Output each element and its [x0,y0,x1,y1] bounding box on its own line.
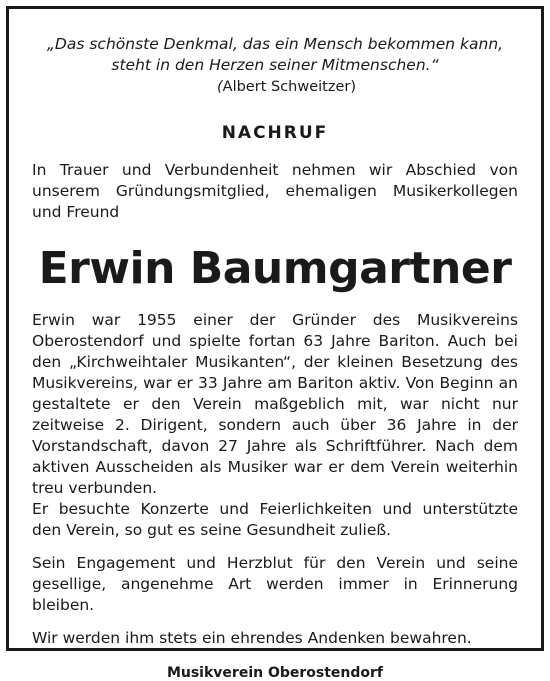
deceased-name: Erwin Baumgartner [38,243,512,294]
remembrance-text: Wir werden ihm stets ein ehrendes Andenken bewahren. [32,629,472,647]
quote-author-name: Albert Schweitzer) [222,79,356,95]
engagement-text: Sein Engagement und Herzblut für den Verein und seine gesellige, angenehme Art werden immer in Erinnerung bleiben. [32,554,518,614]
signature: Musikverein Oberostendorf [166,665,384,681]
quote-line-1: „Das schönste Denkmal, das ein Mensch bekommen kann, [46,35,504,53]
bio-paragraph-2: Er besuchte Konzerte und Feierlichkeiten und unterstützte den Verein, so gut es seine Gesundheit zuließ. [32,500,518,539]
quote [32,34,518,76]
quote-line-2: steht in den Herzen seiner Mitmenschen.“ [111,56,439,74]
bio-paragraph-1: Erwin war 1955 einer der Gründer des Musikvereins Oberostendorf und spielte fortan 63 Jahre Bariton. Auch bei den „Kirchweihtaler Musikanten“, der kleinen Besetzung des Musikvereins, war er 33 Jahre am Bariton aktiv. Von Beginn an gestaltete er den Verein maßgeblich mit, war nicht nur zeitweise 2. Dirigent, sondern auch über 36 Jahre in der Vorstandschaft, davon 27 Jahre als Schriftführer. Nach dem aktiven Ausscheiden als Musiker war er dem Verein weiterhin treu verbunden. [32,311,518,497]
quote-author-paren: ( [216,79,223,95]
intro-text: In Trauer und Verbundenheit nehmen wir Abschied von unserem Gründungsmitglied, ehemaligen Musikerkollegen und Freund [32,161,518,221]
obituary-frame [6,6,544,681]
quote-author [32,77,518,97]
heading: NACHRUF [221,123,329,143]
